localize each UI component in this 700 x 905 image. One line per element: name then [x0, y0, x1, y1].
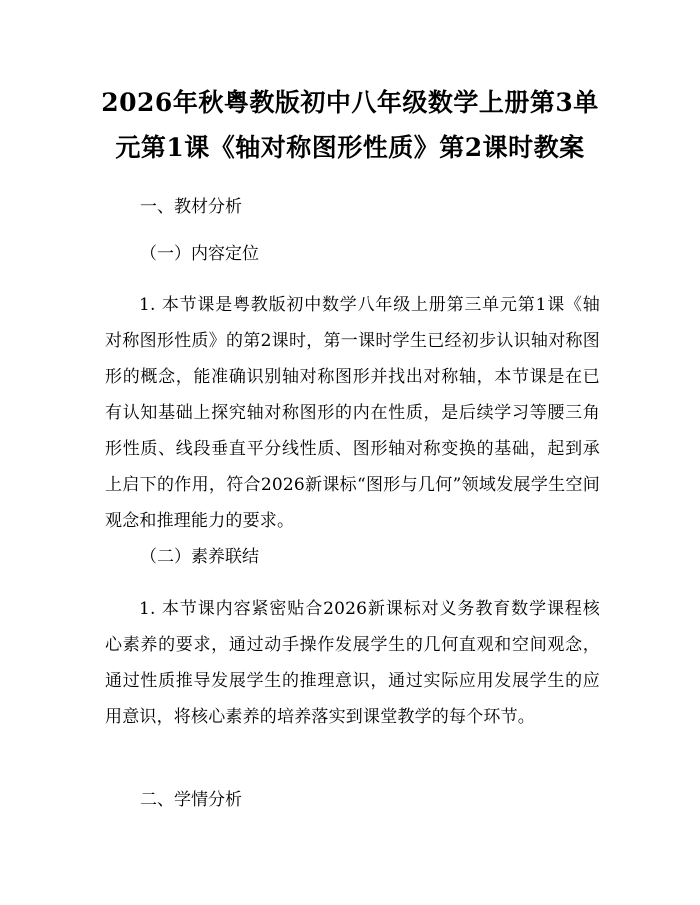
- document-title-line-1: 2026年秋粤教版初中八年级数学上册第3单: [101, 88, 599, 117]
- section-heading-learner-analysis: 二、学情分析: [140, 790, 242, 810]
- subsection-heading-content-positioning: （一）内容定位: [140, 244, 259, 264]
- paragraph-content-positioning: 1. 本节课是粤教版初中数学八年级上册第三单元第1课《轴对称图形性质》的第2课时，第一课时学生已经初步认识轴对称图形的概念，能准确识别轴对称图形并找出对称轴，本节课是在已有认知基础上探究轴对称图形的内在性质，是后续学习等腰三角形性质、线段垂直平分线性质、图形轴对称变换的基础，起到承上启下的作用，符合2026新课标“图形与几何”领域发展学生空间观念和推理能力的要求。: [105, 295, 600, 531]
- paragraph-literacy-connection: 1. 本节课内容紧密贴合2026新课标对义务教育数学课程核心素养的要求，通过动手操作发展学生的几何直观和空间观念，通过性质推导发展学生的推理意识，通过实际应用发展学生的应用意识，将核心素养的培养落实到课堂教学的每个环节。: [105, 599, 600, 727]
- section-heading-textbook-analysis: 一、教材分析: [140, 197, 242, 217]
- document-title-line-2: 元第1课《轴对称图形性质》第2课时教案: [115, 133, 585, 162]
- subsection-heading-literacy-connection: （二）素养联结: [140, 547, 259, 567]
